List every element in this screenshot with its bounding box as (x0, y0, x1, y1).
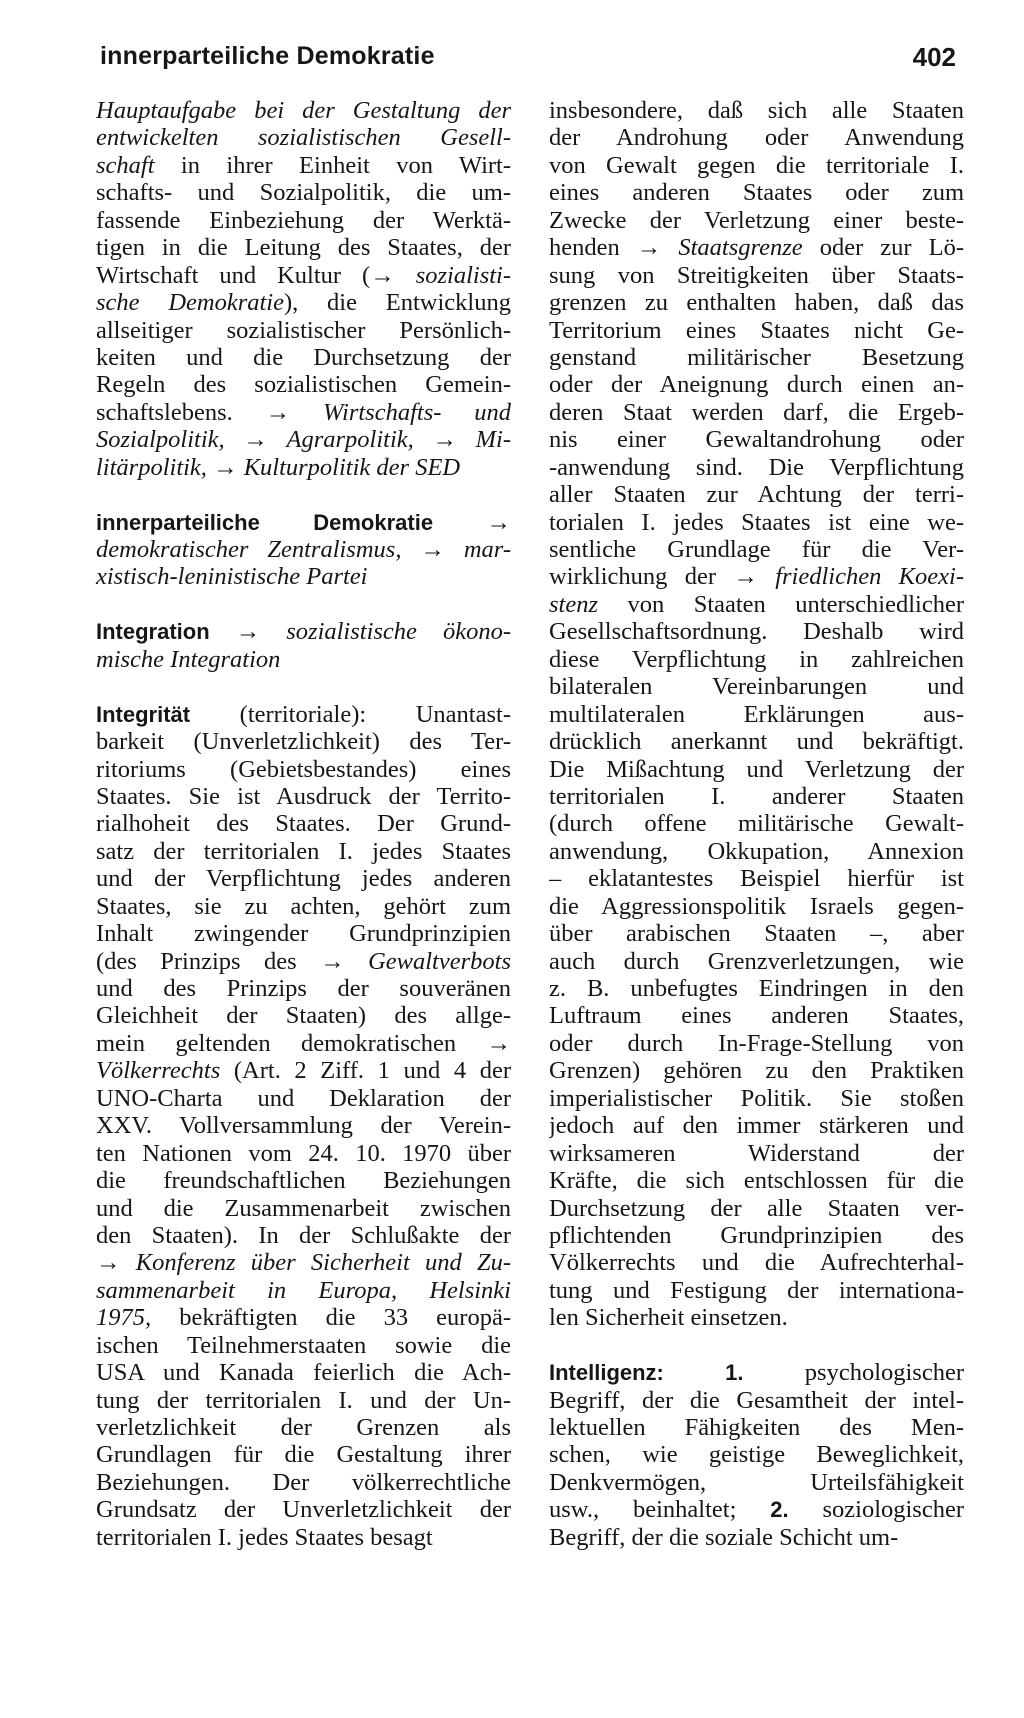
line-text (664, 1359, 725, 1386)
line-text: und der Verpflichtung jedes anderen (96, 865, 511, 893)
line-text: auch durch Grenzverletzungen, wie (549, 947, 964, 975)
line-text: USA und Kanada feierlich die Ach- (96, 1359, 511, 1387)
line-text: mein geltenden demokratischen → (96, 1029, 511, 1057)
text-line (96, 893, 511, 920)
text-line (96, 1002, 511, 1029)
line-text: pflichtenden Grundprinzipien des (549, 1221, 964, 1249)
text-line (549, 1469, 964, 1496)
line-text: drücklich anerkannt und bekräftigt. (549, 728, 964, 756)
italic-reference: sozialisti- (415, 261, 511, 289)
line-text: Grundlagen für die Gestaltung ihrer (96, 1441, 511, 1469)
line-text: schaftslebens. → (96, 398, 323, 426)
line-text: ritoriums (Gebietsbestandes) eines (96, 755, 511, 783)
text-line (549, 728, 964, 755)
text-line (549, 838, 964, 865)
italic-reference: sozialistische ökono- (286, 618, 511, 646)
italic-reference: Kulturpolitik der SED (243, 453, 461, 481)
entry-headword: Integrität (96, 701, 191, 727)
entry-headword: Intelligenz: (549, 1360, 664, 1386)
line-text: multilateralen Erklärungen aus- (549, 700, 964, 728)
line-text: allseitiger sozialistischer Persönlich- (96, 316, 511, 344)
line-text: schafts- und Sozialpolitik, die um- (96, 179, 511, 207)
text-line (96, 536, 511, 563)
line-text: psychologischer (743, 1359, 964, 1387)
line-text: diese Verpflichtung in zahlreichen (549, 645, 964, 673)
text-line (549, 1496, 964, 1523)
line-text: Begriff, der die soziale Schicht um- (549, 1523, 899, 1551)
italic-reference: Völkerrechts (96, 1057, 221, 1085)
text-line (549, 1167, 964, 1194)
text-line (96, 371, 511, 398)
line-text: in ihrer Einheit von Wirt- (154, 151, 511, 179)
sense-number: 1. (725, 1360, 744, 1386)
line-text: Regeln des sozialistischen Gemein- (96, 371, 511, 399)
line-text: → (413, 426, 476, 454)
line-text: len Sicherheit einsetzen. (549, 1304, 788, 1332)
italic-reference: stenz (549, 590, 598, 618)
italic-reference: Agrarpolitik, (286, 426, 414, 454)
text-line (96, 838, 511, 865)
text-line (96, 1167, 511, 1194)
text-line (96, 1304, 511, 1331)
text-line (96, 1140, 511, 1167)
text-line (549, 756, 964, 783)
text-line (96, 179, 511, 206)
line-text: henden → (549, 234, 679, 262)
text-line (549, 783, 964, 810)
text-line (549, 1030, 964, 1057)
line-text: fassende Einbeziehung der Werktä- (96, 206, 511, 234)
line-text: barkeit (Unverletzlichkeit) des Ter- (96, 728, 511, 756)
line-text: Wirtschaft und Kultur (→ (96, 261, 416, 289)
line-text: wirksameren Widerstand der (549, 1139, 964, 1167)
page-header (100, 42, 956, 82)
text-line (549, 207, 964, 234)
text-line (549, 1524, 964, 1551)
line-text: (Art. 2 Ziff. 1 und 4 der (220, 1057, 511, 1085)
text-line (96, 1277, 511, 1304)
text-line (96, 1387, 511, 1414)
line-text: von Staaten unterschiedlicher (598, 590, 964, 618)
text-line (549, 1140, 964, 1167)
line-text: und des Prinzips der souveränen (96, 975, 511, 1002)
italic-reference: friedlichen Koexi- (775, 563, 964, 591)
text-line (96, 948, 511, 975)
line-text: anwendung, Okkupation, Annexion (549, 837, 964, 865)
italic-reference: 1975, (96, 1304, 152, 1332)
line-text: die Aggressionspolitik Israels gegen- (549, 892, 964, 920)
text-line (96, 124, 511, 151)
line-text: → (96, 1249, 136, 1277)
line-text: keiten und die Durchsetzung der (96, 343, 511, 371)
text-line (549, 920, 964, 947)
text-line (96, 1195, 511, 1222)
text-line (549, 1249, 964, 1276)
line-text: tigen in die Leitung des Staates, der (96, 234, 511, 262)
line-text: oder durch In-Frage-Stellung von (549, 1029, 964, 1057)
paragraph-gap (96, 673, 511, 700)
text-line (96, 1496, 511, 1523)
line-text: territorialen I. jedes Staates besagt (96, 1523, 433, 1551)
text-line (549, 399, 964, 426)
text-line (549, 1414, 964, 1441)
line-text: Die Mißachtung und Verletzung der (549, 755, 964, 783)
line-text: aller Staaten zur Achtung der terri- (549, 481, 964, 509)
line-text: sentliche Grundlage für die Ver- (549, 536, 964, 563)
text-line (96, 207, 511, 234)
text-line (96, 728, 511, 755)
text-line (96, 289, 511, 316)
line-text: soziologischer (788, 1496, 964, 1524)
sense-number: 2. (770, 1497, 789, 1523)
text-line (96, 426, 511, 453)
right-column (549, 97, 964, 1551)
text-line (549, 454, 964, 481)
text-line (549, 262, 964, 289)
italic-reference: Hauptaufgabe bei der Gestaltung der (96, 97, 511, 124)
line-text: den Staaten). In der Schlußakte der (96, 1221, 511, 1249)
line-text: XXV. Vollversammlung der Verein- (96, 1112, 511, 1140)
italic-reference: sche Demokratie (96, 289, 284, 317)
line-text: genstand militärischer Besetzung (549, 343, 964, 371)
line-text: ), die Entwicklung (283, 289, 511, 317)
line-text: – eklatantestes Beispiel hierfür ist (549, 865, 964, 893)
line-text: (durch offene militärische Gewalt- (549, 810, 964, 838)
line-text: ten Nationen vom 24. 10. 1970 über (96, 1139, 511, 1167)
text-line (549, 1222, 964, 1249)
line-text: Kräfte, die sich entschlossen für die (549, 1167, 964, 1195)
text-line (549, 948, 964, 975)
italic-reference: sammenarbeit in Europa, Helsinki (96, 1276, 511, 1304)
text-line (96, 1085, 511, 1112)
line-text: Durchsetzung der alle Staaten ver- (549, 1194, 964, 1222)
text-line (96, 756, 511, 783)
page-number: 402 (912, 42, 956, 72)
italic-reference: schaft (96, 151, 155, 179)
entry-headword: innerparteiliche Demokratie (96, 509, 434, 535)
text-line (96, 97, 511, 124)
paragraph-gap (96, 481, 511, 508)
text-line (96, 317, 511, 344)
line-text: oder zur Lö- (802, 234, 964, 262)
entry-headword: Integration (96, 619, 210, 645)
text-line (549, 536, 964, 563)
line-text: rialhoheit des Staates. Der Grund- (96, 810, 511, 838)
line-text: insbesondere, daß sich alle Staaten (549, 97, 964, 124)
text-line (549, 179, 964, 206)
text-line (549, 371, 964, 398)
text-line (549, 344, 964, 371)
text-line (549, 97, 964, 124)
line-text: Zwecke der Verletzung einer beste- (549, 206, 964, 234)
line-text: oder der Aneignung durch einen an- (549, 371, 964, 399)
left-column (96, 97, 511, 1551)
text-line (96, 1222, 511, 1249)
running-head: innerparteiliche Demokratie (100, 42, 435, 70)
italic-reference: demokratischer Zentralismus, (96, 536, 402, 563)
text-line (549, 1002, 964, 1029)
text-line (549, 509, 964, 536)
text-line (549, 1441, 964, 1468)
text-line (96, 344, 511, 371)
line-text: eines anderen Staates oder zum (549, 179, 964, 207)
line-text: Inhalt zwingender Grundprinzipien (96, 920, 511, 948)
line-text: -anwendung sind. Die Verpflichtung (549, 453, 964, 481)
italic-reference: Gewaltverbots (368, 947, 511, 975)
text-line (96, 1057, 511, 1084)
text-line (96, 399, 511, 426)
text-line (549, 1057, 964, 1084)
text-line (549, 1387, 964, 1414)
text-line (549, 810, 964, 837)
text-line (549, 701, 964, 728)
line-text: tung und Festigung der internationa- (549, 1276, 964, 1304)
line-text: der Androhung oder Anwendung (549, 124, 964, 152)
text-line (96, 234, 511, 261)
italic-reference: Mi- (475, 426, 511, 454)
text-line (549, 289, 964, 316)
line-text: Völkerrechts und die Aufrechterhal- (549, 1249, 964, 1277)
line-text: → (209, 618, 287, 646)
text-line (96, 1112, 511, 1139)
line-text: Gesellschaftsordnung. Deshalb wird (549, 618, 964, 646)
line-text: bilateralen Vereinbarungen und (549, 673, 964, 701)
italic-reference: mar- (463, 536, 511, 563)
line-text: → (206, 453, 244, 481)
line-text: schen, wie geistige Beweglichkeit, (549, 1441, 964, 1469)
italic-reference: Staatsgrenze (678, 234, 803, 262)
line-text: Luftraum eines anderen Staates, (549, 1002, 964, 1030)
text-line (549, 1112, 964, 1139)
text-line (96, 701, 511, 728)
text-line (549, 591, 964, 618)
text-line (549, 646, 964, 673)
text-line (96, 975, 511, 1002)
text-line (549, 673, 964, 700)
line-text: satz der territorialen I. jedes Staates (96, 837, 511, 865)
text-line (96, 1469, 511, 1496)
text-line (549, 1304, 964, 1331)
line-text: ischen Teilnehmerstaaten sowie die (96, 1331, 511, 1359)
line-text: (territoriale): Unantast- (190, 700, 511, 728)
line-text: deren Staat werden darf, die Ergeb- (549, 398, 964, 426)
line-text: → (401, 536, 464, 563)
line-text: usw., beinhaltet; (549, 1496, 771, 1524)
line-text: z. B. unbefugtes Eindringen in den (549, 975, 964, 1002)
text-line (96, 810, 511, 837)
line-text: → (433, 508, 511, 536)
text-line (549, 1359, 964, 1386)
text-line (549, 563, 964, 590)
line-text: UNO-Charta und Deklaration der (96, 1084, 511, 1112)
text-line (549, 1277, 964, 1304)
line-text: und die Zusammenarbeit zwischen (96, 1194, 511, 1222)
line-text: bekräftigten die 33 europä- (151, 1304, 511, 1332)
paragraph-gap (549, 1332, 964, 1359)
line-text: Grundsatz der Unverletzlichkeit der (96, 1496, 511, 1524)
text-line (96, 152, 511, 179)
text-line (549, 152, 964, 179)
text-line (96, 1030, 511, 1057)
line-text: Grenzen) gehören zu den Praktiken (549, 1057, 964, 1085)
text-line (549, 618, 964, 645)
text-line (549, 426, 964, 453)
line-text: Staates. Sie ist Ausdruck der Territo- (96, 782, 511, 810)
text-line (549, 975, 964, 1002)
line-text: nis einer Gewaltandrohung oder (549, 426, 964, 454)
italic-reference: Konferenz über Sicherheit und Zu- (135, 1249, 511, 1277)
paragraph-gap (96, 591, 511, 618)
text-line (549, 865, 964, 892)
text-line (96, 454, 511, 481)
text-line (96, 1249, 511, 1276)
line-text: territorialen I. anderer Staaten (549, 782, 964, 810)
text-line (549, 124, 964, 151)
line-text: Territorium eines Staates nicht Ge- (549, 316, 964, 344)
line-text: sung von Streitigkeiten über Staats- (549, 261, 964, 289)
line-text: torialen I. jedes Staates ist eine we- (549, 508, 964, 536)
line-text: Denkvermögen, Urteilsfähigkeit (549, 1468, 964, 1496)
line-text: (des Prinzips des → (96, 947, 369, 975)
line-text: tung der territorialen I. und der Un- (96, 1386, 511, 1414)
italic-reference: litärpolitik, (96, 453, 207, 481)
line-text: lektuellen Fähigkeiten des Men- (549, 1414, 964, 1441)
text-line (96, 262, 511, 289)
line-text: Gleichheit der Staaten) des allge- (96, 1002, 511, 1030)
line-text: Beziehungen. Der völkerrechtliche (96, 1468, 511, 1496)
text-line (549, 481, 964, 508)
text-line (96, 646, 511, 673)
line-text: wirklichung der → (549, 563, 776, 591)
line-text: von Gewalt gegen die territoriale I. (549, 151, 964, 179)
line-text: grenzen zu enthalten haben, daß das (549, 289, 964, 317)
text-line (549, 1085, 964, 1112)
text-line (549, 1195, 964, 1222)
text-line (549, 317, 964, 344)
italic-reference: Wirtschafts- und (322, 398, 511, 426)
italic-reference: entwickelten sozialistischen Gesell- (96, 124, 511, 152)
italic-reference: mische Integration (96, 645, 281, 673)
line-text: verletzlichkeit der Grenzen als (96, 1414, 511, 1441)
text-line (96, 618, 511, 645)
italic-reference: xistisch-leninistische Partei (96, 563, 368, 591)
text-line (549, 234, 964, 261)
text-line (96, 1332, 511, 1359)
text-line (96, 865, 511, 892)
text-line (96, 1441, 511, 1468)
text-line (96, 1524, 511, 1551)
text-line (549, 893, 964, 920)
line-text: die freundschaftlichen Beziehungen (96, 1167, 511, 1195)
line-text: Begriff, der die Gesamtheit der intel- (549, 1386, 964, 1414)
text-line (96, 509, 511, 536)
line-text: über arabischen Staaten –, aber (549, 920, 964, 948)
italic-reference: Sozialpolitik, (96, 426, 225, 454)
line-text: imperialistischer Politik. Sie stoßen (549, 1084, 964, 1112)
text-line (96, 1414, 511, 1441)
text-line (96, 1359, 511, 1386)
text-line (96, 920, 511, 947)
line-text: Staates, sie zu achten, gehört zum (96, 892, 511, 920)
line-text: jedoch auf den immer stärkeren und (549, 1112, 964, 1140)
text-line (96, 563, 511, 590)
text-line (96, 783, 511, 810)
line-text: → (224, 426, 287, 454)
